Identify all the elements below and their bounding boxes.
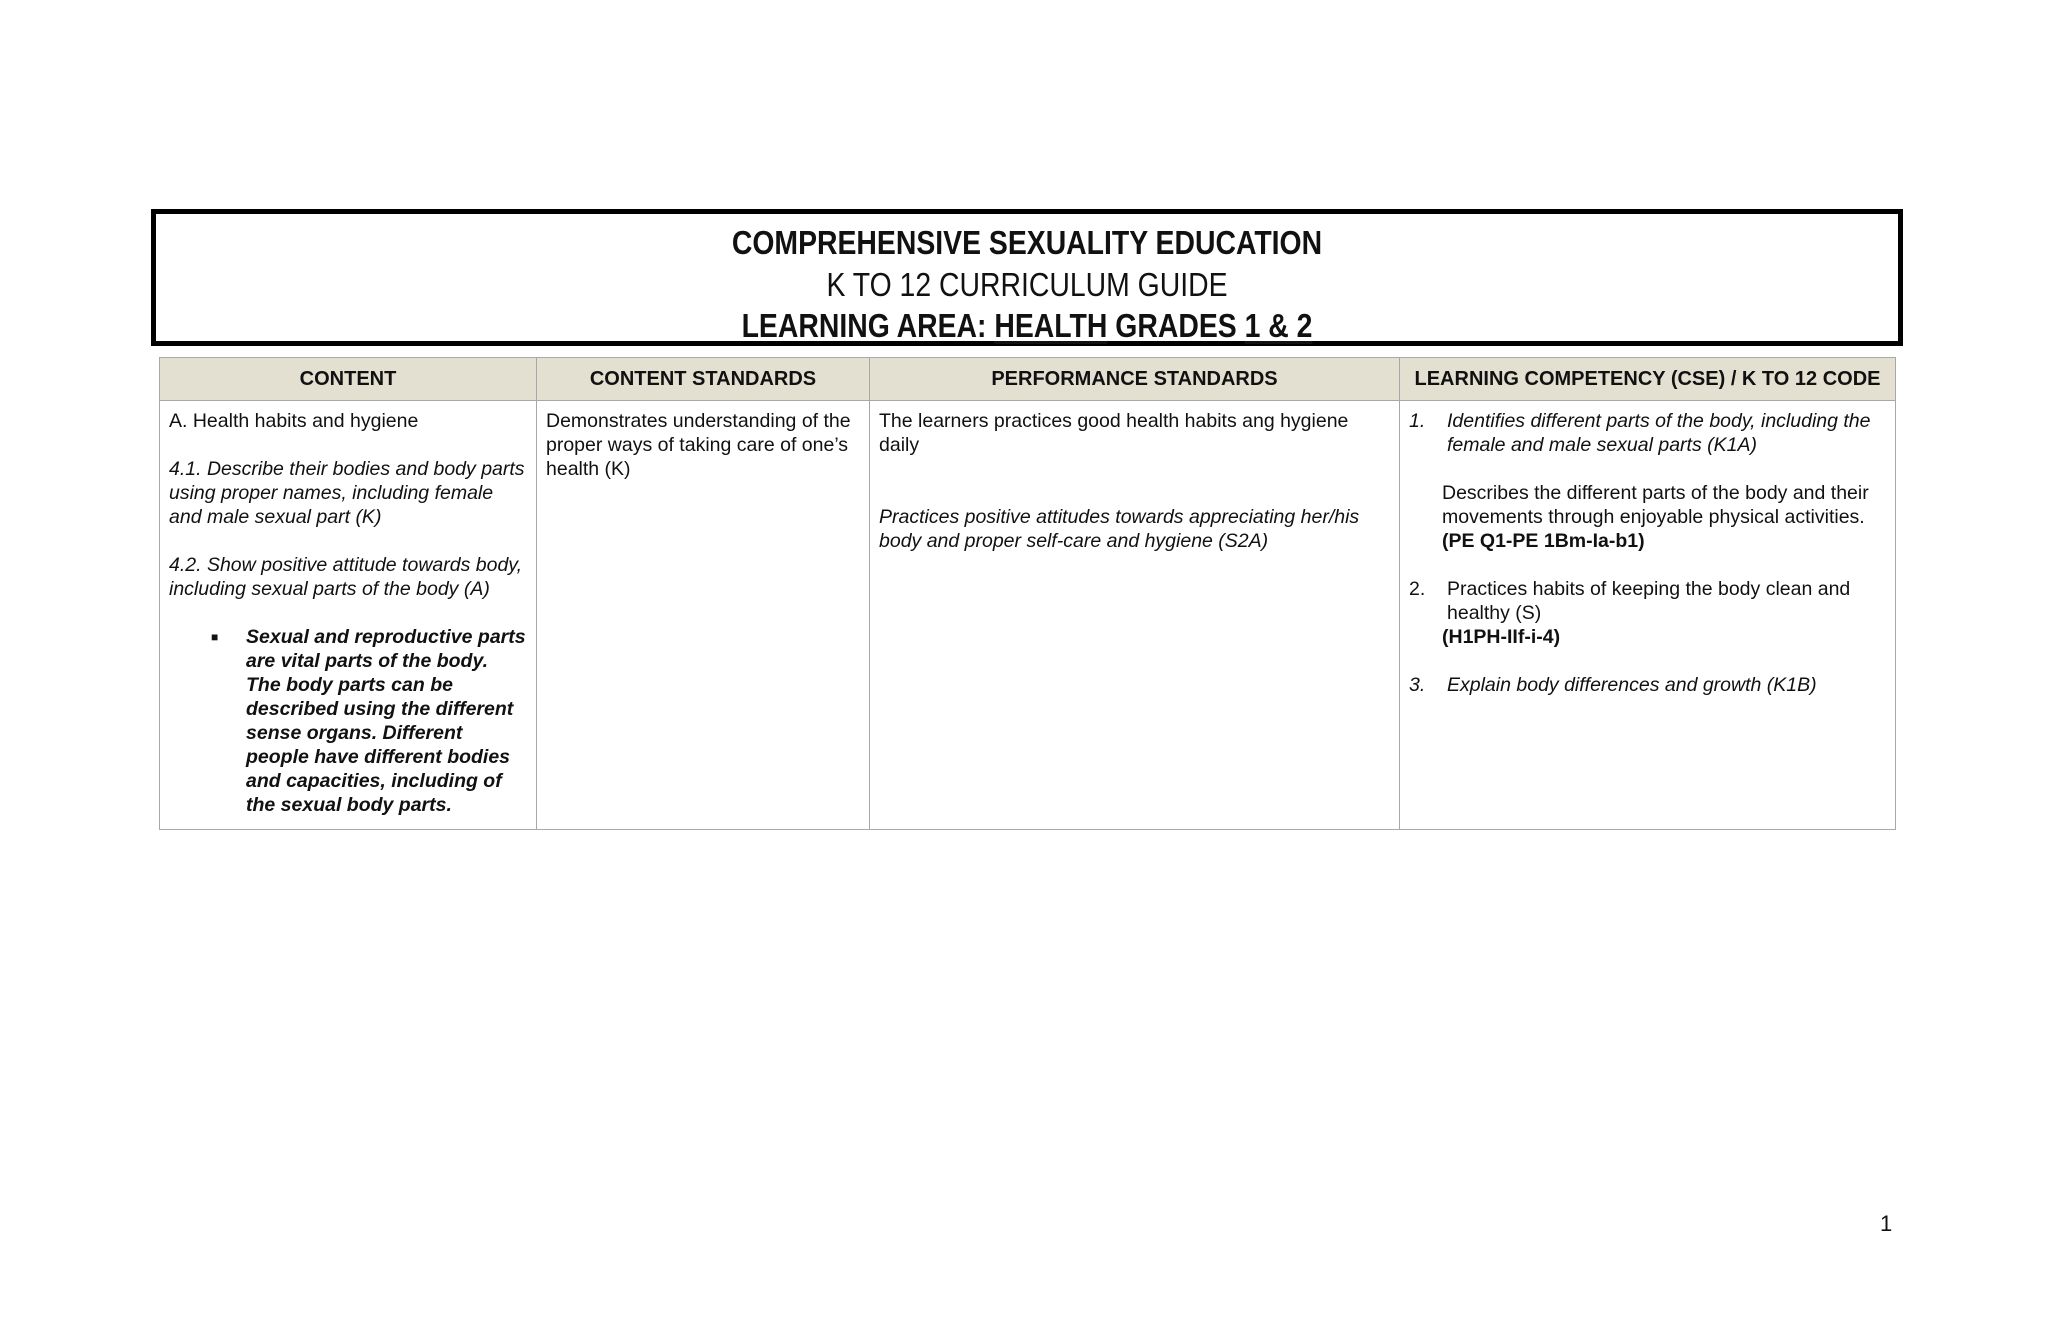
performance-standard-2: Practices positive attitudes towards appreciating her/his body and proper self-care and hygiene (S2A) <box>879 506 1360 552</box>
competency-number-2: 2. <box>1409 578 1426 600</box>
table-header-row <box>160 358 1896 401</box>
cell-content-standards <box>537 401 870 830</box>
curriculum-table <box>159 357 1896 830</box>
content-item-4-1: 4.1. Describe their bodies and body parts using proper names, including female and male sexual part (K) <box>169 458 525 528</box>
competency-number-1: 1. <box>1409 410 1426 432</box>
content-bullet <box>211 625 527 817</box>
learning-area-line <box>278 307 1776 345</box>
content-heading: A. Health habits and hygiene <box>169 410 419 432</box>
competency-number-3: 3. <box>1409 674 1426 696</box>
competency-text-2: Practices habits of keeping the body clean and healthy (S) <box>1447 578 1851 624</box>
learning-area-label: LEARNING AREA: <box>741 307 995 344</box>
bullet-square-icon: ■ <box>211 630 219 644</box>
competency-item-1 <box>1409 409 1886 457</box>
page-number: 1 <box>1880 1211 1893 1236</box>
cell-content <box>160 401 537 830</box>
header-content-standards: CONTENT STANDARDS <box>537 358 870 401</box>
header-content: CONTENT <box>160 358 537 401</box>
competency-text-1b: Describes the different parts of the body and their movements through enjoyable physical activities. <box>1442 482 1869 528</box>
competency-item-1b <box>1442 481 1886 553</box>
content-bullet-text: Sexual and reproductive parts are vital parts of the body. The body parts can be described using the different sense organs. Different people have different bodies and capacities, including of the sexual body parts. <box>246 626 526 816</box>
document-subtitle: K TO 12 CURRICULUM GUIDE <box>826 266 1228 303</box>
content-standards-text: Demonstrates understanding of the proper ways of taking care of one’s health (K) <box>546 410 851 480</box>
grades-value: 1 & 2 <box>1244 307 1313 344</box>
competency-item-2 <box>1409 577 1886 625</box>
performance-standard-1: The learners practices good health habits ang hygiene daily <box>879 410 1349 456</box>
document-title-box <box>151 209 1903 346</box>
header-learning-competency: LEARNING COMPETENCY (CSE) / K TO 12 CODE <box>1400 358 1896 401</box>
cell-performance-standards <box>870 401 1400 830</box>
competency-text-1: Identifies different parts of the body, including the female and male sexual parts (K1A) <box>1447 410 1871 456</box>
competency-code-1b: (PE Q1-PE 1Bm-Ia-b1) <box>1442 530 1645 552</box>
competency-code-2-wrap <box>1442 625 1886 649</box>
competency-text-3: Explain body differences and growth (K1B) <box>1447 674 1817 696</box>
grades-label: GRADES <box>1107 307 1245 344</box>
table-row <box>160 401 1896 830</box>
competency-code-2: (H1PH-IIf-i-4) <box>1442 626 1561 648</box>
competency-item-3 <box>1409 673 1886 697</box>
content-item-4-2: 4.2. Show positive attitude towards body, including sexual parts of the body (A) <box>169 554 523 600</box>
learning-area-subject: HEALTH <box>994 307 1108 344</box>
document-title: COMPREHENSIVE SEXUALITY EDUCATION <box>731 224 1323 261</box>
header-performance-standards: PERFORMANCE STANDARDS <box>870 358 1400 401</box>
cell-learning-competency <box>1400 401 1896 830</box>
